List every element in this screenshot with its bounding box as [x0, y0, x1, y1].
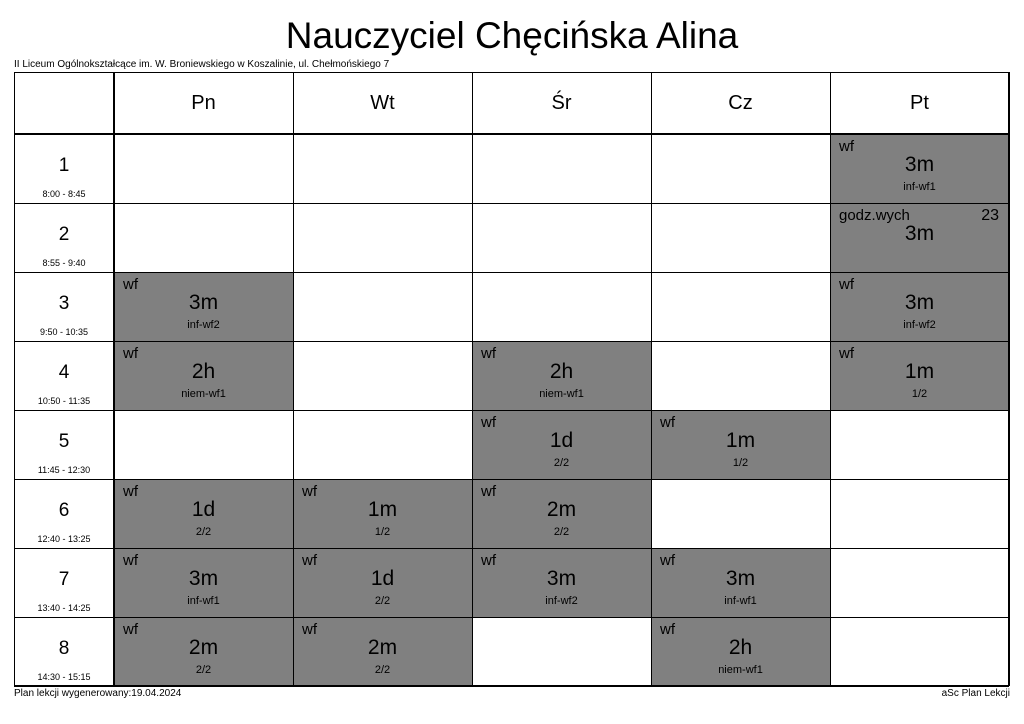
page-title: Nauczyciel Chęcińska Alina — [285, 15, 739, 56]
lesson-group: inf-wf1 — [724, 595, 757, 607]
lesson-subject: wf — [839, 138, 854, 155]
lesson-room: 3m — [904, 291, 935, 314]
row-divider — [14, 133, 1009, 135]
lesson-group: inf-wf1 — [903, 181, 936, 193]
lesson-subject: wf — [123, 552, 138, 569]
timetable-grid — [14, 72, 1010, 688]
lesson-room: 3m — [188, 567, 219, 590]
period-number: 7 — [58, 569, 70, 590]
lesson-room: 3m — [546, 567, 577, 590]
row-divider — [14, 686, 1009, 687]
period-number: 4 — [58, 362, 70, 383]
column-divider — [651, 72, 652, 686]
school-name: II Liceum Ogólnokształcące im. W. Broniewskiego w Koszalinie, ul. Chełmońskiego 7 — [14, 59, 390, 70]
lesson-subject: wf — [481, 552, 496, 569]
lesson-subject: wf — [302, 483, 317, 500]
lesson-group: niem-wf1 — [181, 388, 226, 400]
lesson-group: 1/2 — [732, 457, 749, 469]
lesson-subject: wf — [123, 621, 138, 638]
lesson-subject: wf — [660, 552, 675, 569]
lesson-room: 1m — [904, 360, 935, 383]
period-number: 1 — [58, 155, 70, 176]
grid-border — [14, 72, 1009, 686]
lesson-subject: wf — [660, 621, 675, 638]
lesson-group: inf-wf2 — [545, 595, 578, 607]
lesson-class-number: 23 — [981, 207, 999, 224]
day-header: Cz — [728, 91, 753, 114]
period-time: 13:40 - 14:25 — [37, 603, 91, 613]
row-divider — [14, 548, 1009, 549]
lesson-subject: wf — [123, 483, 138, 500]
period-time: 11:45 - 12:30 — [37, 465, 91, 475]
column-divider — [293, 72, 294, 686]
lesson-group: 2/2 — [195, 526, 212, 538]
period-time: 14:30 - 15:15 — [37, 672, 91, 682]
lesson-room: 3m — [904, 222, 935, 245]
lesson-room: 2m — [546, 498, 577, 521]
lesson-group: 2/2 — [553, 457, 570, 469]
day-header: Śr — [551, 91, 572, 114]
app-name: aSc Plan Lekcji — [941, 688, 1010, 699]
lesson-group: inf-wf2 — [903, 319, 936, 331]
lesson-room: 1m — [725, 429, 756, 452]
lesson-subject: wf — [481, 345, 496, 362]
lesson-group: 1/2 — [911, 388, 928, 400]
lesson-subject: wf — [123, 345, 138, 362]
lesson-group: 2/2 — [374, 595, 391, 607]
lesson-room: 3m — [904, 153, 935, 176]
day-header: Pn — [191, 91, 216, 114]
lesson-room: 1d — [370, 567, 395, 590]
lesson-group: inf-wf1 — [187, 595, 220, 607]
row-divider — [14, 272, 1009, 273]
lesson-group: 2/2 — [195, 664, 212, 676]
lesson-subject: wf — [839, 345, 854, 362]
lesson-room: 3m — [725, 567, 756, 590]
lesson-room: 3m — [188, 291, 219, 314]
lesson-subject: wf — [660, 414, 675, 431]
period-number: 6 — [58, 500, 70, 521]
lesson-room: 1m — [367, 498, 398, 521]
lesson-group: 2/2 — [553, 526, 570, 538]
lesson-subject: wf — [481, 414, 496, 431]
column-divider — [1009, 72, 1010, 686]
period-number: 2 — [58, 224, 70, 245]
lesson-group: niem-wf1 — [718, 664, 763, 676]
lesson-subject: godz.wych — [839, 207, 910, 224]
column-divider — [830, 72, 831, 686]
lesson-room: 2m — [367, 636, 398, 659]
row-divider — [14, 341, 1009, 342]
lesson-group: niem-wf1 — [539, 388, 584, 400]
row-divider — [14, 617, 1009, 618]
row-divider — [14, 479, 1009, 480]
period-time: 8:00 - 8:45 — [42, 189, 86, 199]
row-divider — [14, 410, 1009, 411]
period-time: 8:55 - 9:40 — [42, 258, 86, 268]
lesson-group: 1/2 — [374, 526, 391, 538]
generated-date: Plan lekcji wygenerowany:19.04.2024 — [14, 688, 182, 699]
lesson-subject: wf — [481, 483, 496, 500]
lesson-subject: wf — [302, 621, 317, 638]
lesson-subject: wf — [123, 276, 138, 293]
lesson-room: 2m — [188, 636, 219, 659]
period-number: 5 — [58, 431, 70, 452]
lesson-group: 2/2 — [374, 664, 391, 676]
column-divider — [472, 72, 473, 686]
lesson-subject: wf — [302, 552, 317, 569]
lesson-room: 1d — [191, 498, 216, 521]
period-time: 10:50 - 11:35 — [37, 396, 91, 406]
lesson-room: 1d — [549, 429, 574, 452]
lesson-room: 2h — [191, 360, 216, 383]
period-time: 9:50 - 10:35 — [39, 327, 89, 337]
lesson-room: 2h — [728, 636, 753, 659]
lesson-room: 2h — [549, 360, 574, 383]
period-time: 12:40 - 13:25 — [37, 534, 91, 544]
period-number: 3 — [58, 293, 70, 314]
lesson-group: inf-wf2 — [187, 319, 220, 331]
column-divider — [113, 72, 115, 686]
day-header: Pt — [910, 91, 929, 114]
day-header: Wt — [370, 91, 395, 114]
row-divider — [14, 203, 1009, 204]
period-number: 8 — [58, 638, 70, 659]
lesson-subject: wf — [839, 276, 854, 293]
